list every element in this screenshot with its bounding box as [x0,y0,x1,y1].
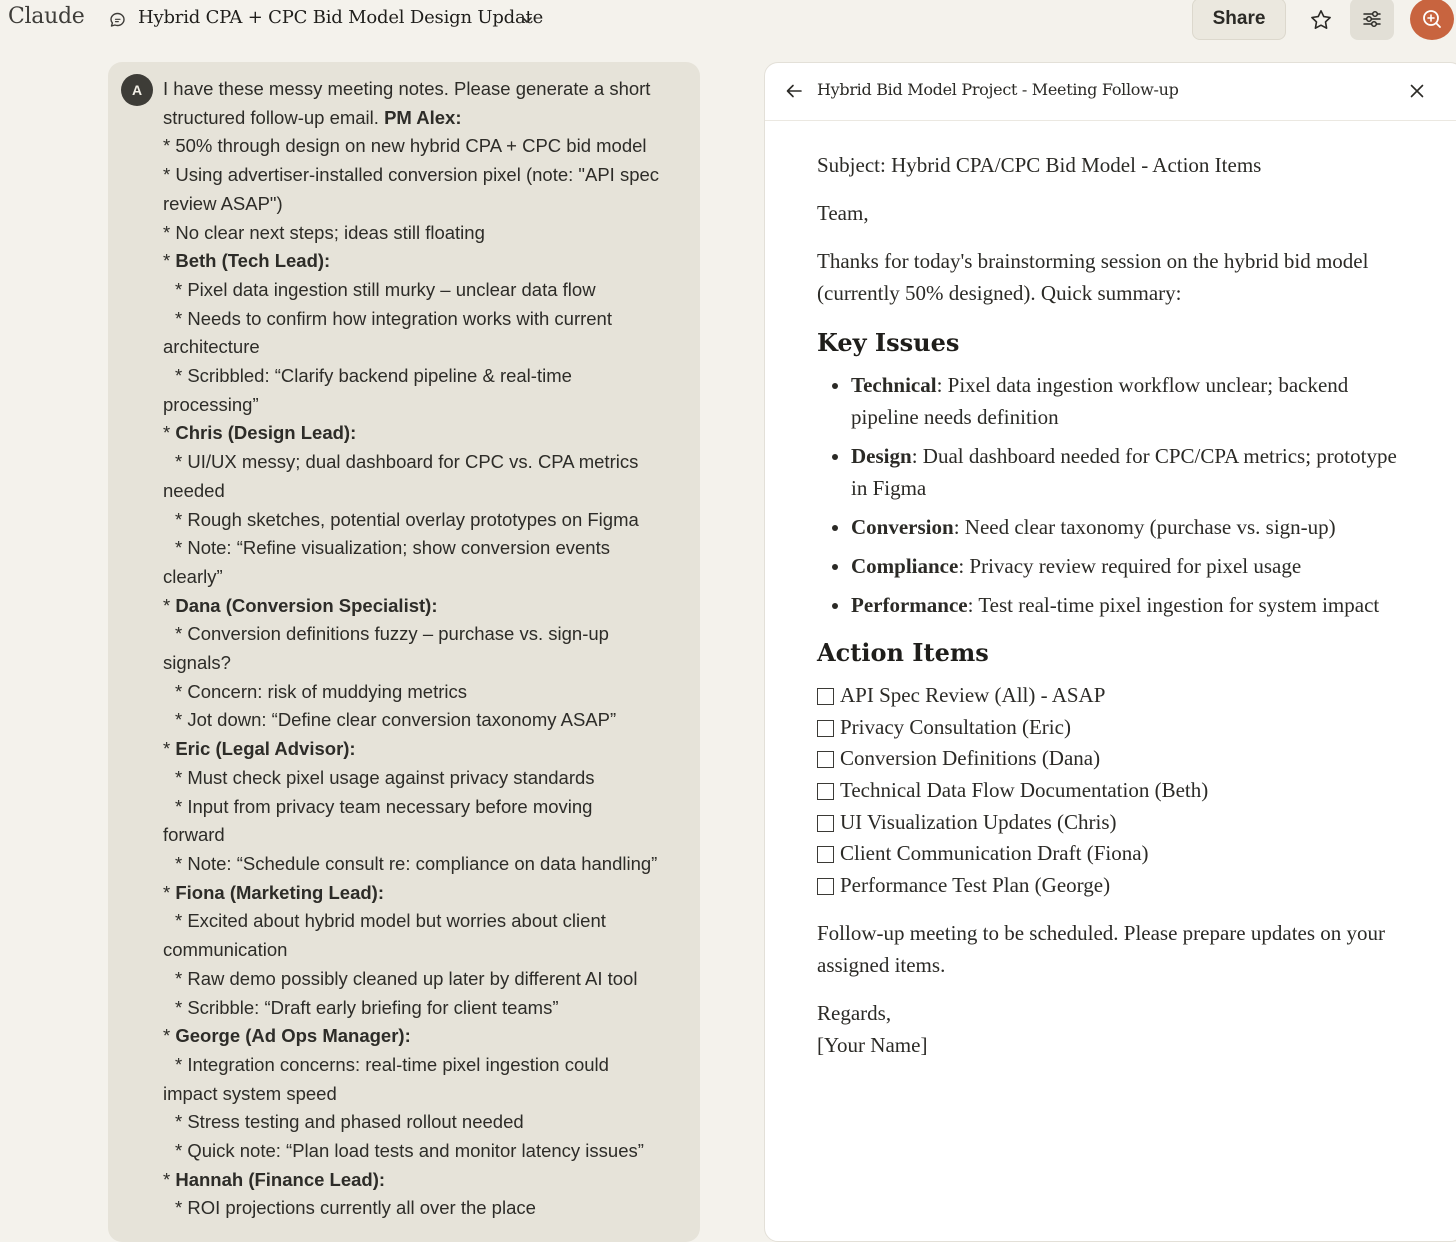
email-subject: Subject: Hybrid CPA/CPC Bid Model - Action Items [817,153,1262,177]
message-line-text: * ROI projections currently all over the place [175,1197,536,1219]
message-line-text: signals? [163,652,231,674]
message-line [163,132,683,161]
message-line-text: * Pixel data ingestion still murky – unclear data flow [175,278,596,300]
message-line [163,534,683,563]
message-line-text: structured follow-up email. [163,106,385,128]
message-line-text: * Excited about hybrid model but worries about client [175,910,606,932]
email-intro: Thanks for today's brainstorming session on the hybrid bid model (currently 50% designed). Quick summary: [817,249,1369,305]
message-line-text: * Must check pixel usage against privacy standards [175,766,595,788]
key-issue-text: : Need clear taxonomy (purchase vs. sign-up) [953,515,1336,539]
chat-bubbles-icon [108,10,128,30]
message-line-text: * Jot down: “Define clear conversion taxonomy ASAP” [175,709,617,731]
settings-button[interactable] [1350,0,1394,40]
message-line-text: * Scribbled: “Clarify backend pipeline & real-time [175,365,572,387]
checkbox[interactable] [817,878,834,895]
message-line-text: * Scribble: “Draft early briefing for client teams” [175,996,559,1018]
message-line [163,907,683,936]
message-line-text: * [163,881,176,903]
message-line-text: * [163,738,176,760]
user-message-text [163,75,683,1223]
message-line-bold: Chris (Design Lead): [175,422,357,444]
action-item-text: Conversion Definitions (Dana) [840,746,1101,771]
key-issues-list [817,369,1397,621]
message-line-bold: Eric (Legal Advisor): [175,738,356,760]
star-button[interactable] [1306,5,1336,35]
message-line [163,104,683,133]
message-line-text: review ASAP") [163,192,283,214]
message-line [163,1051,683,1080]
message-line-bold: PM Alex: [384,106,462,128]
brand-logo[interactable]: Claude [8,4,85,29]
message-line-text: * Conversion definitions fuzzy – purchase vs. sign-up [175,623,609,645]
message-line-text: architecture [163,336,260,358]
avatar-icon [1420,7,1444,31]
message-line [163,276,683,305]
key-issue-item [851,369,1397,433]
action-item [817,806,1397,838]
checkbox[interactable] [817,815,834,832]
share-button[interactable]: Share [1192,0,1286,40]
message-line-text: clearly” [163,565,223,587]
key-issue-item [851,589,1397,621]
message-line-text: * Using advertiser-installed conversion pixel (note: "API spec [163,164,660,186]
message-line-text: * [163,422,176,444]
key-issue-item [851,511,1397,543]
key-issue-text: : Dual dashboard needed for CPC/CPA metrics; prototype in Figma [851,444,1397,500]
action-item [817,774,1397,806]
message-line-text: * Quick note: “Plan load tests and monitor latency issues” [175,1140,644,1162]
action-item [817,742,1397,774]
key-issue-label: Technical [851,373,937,397]
email-closing: Regards, [817,1000,892,1025]
message-line [163,190,683,219]
action-item-text: Client Communication Draft (Fiona) [840,841,1149,866]
action-item-text: Privacy Consultation (Eric) [840,714,1071,739]
action-item-text: Performance Test Plan (George) [840,872,1111,897]
message-line [163,1108,683,1137]
message-line-text: communication [163,939,288,961]
message-line [163,735,683,764]
checkbox[interactable] [817,783,834,800]
key-issues-heading: Key Issues [817,328,960,357]
action-item-text: UI Visualization Updates (Chris) [840,809,1117,834]
checkbox[interactable] [817,720,834,737]
message-line [163,1137,683,1166]
action-item [817,679,1397,711]
message-line [163,678,683,707]
message-line-text: * UI/UX messy; dual dashboard for CPC vs. CPA metrics [175,451,639,473]
message-line-text: * Needs to confirm how integration works with current [175,307,612,329]
message-line-bold: Dana (Conversion Specialist): [175,594,438,616]
message-line-text: * Note: “Schedule consult re: compliance on data handling” [175,852,658,874]
message-line [163,994,683,1023]
message-line-text: * [163,594,176,616]
message-line-text: I have these messy meeting notes. Please generate a short [163,78,651,99]
message-line [163,1022,683,1051]
message-line-text: * Concern: risk of muddying metrics [175,680,467,702]
key-issue-text: : Test real-time pixel ingestion for system impact [967,593,1380,617]
key-issue-item [851,550,1397,582]
message-line [163,563,683,592]
message-line-text: * Note: “Refine visualization; show conversion events [175,537,610,559]
checkbox[interactable] [817,688,834,705]
message-line [163,362,683,391]
close-icon[interactable] [1408,82,1426,100]
key-issue-label: Conversion [851,515,954,539]
back-arrow-icon[interactable] [783,80,805,102]
message-line [163,764,683,793]
message-line [163,821,683,850]
message-line [163,391,683,420]
action-items-list [817,679,1397,901]
action-item-text: API Spec Review (All) - ASAP [840,682,1106,707]
action-item [817,711,1397,743]
message-line-text: impact system speed [163,1082,337,1104]
user-avatar-button[interactable] [1410,0,1454,40]
top-bar [0,0,1456,40]
message-line-text: forward [163,824,225,846]
message-line-text: * Integration concerns: real-time pixel ingestion could [175,1053,609,1075]
action-item-text: Technical Data Flow Documentation (Beth) [840,777,1209,802]
key-issue-label: Design [851,444,912,468]
message-line [163,219,683,248]
message-line-text: * [163,1025,176,1047]
message-line-bold: Hannah (Finance Lead): [175,1168,386,1190]
message-line-text: processing” [163,393,259,415]
key-issue-item [851,440,1397,504]
message-line [163,477,683,506]
action-items-heading: Action Items [817,638,989,667]
user-avatar: A [121,74,153,106]
key-issue-label: Performance [851,593,968,617]
message-line [163,419,683,448]
action-item [817,869,1397,901]
message-line [163,620,683,649]
message-line-bold: George (Ad Ops Manager): [175,1025,411,1047]
message-line [163,305,683,334]
message-line-bold: Fiona (Marketing Lead): [175,881,384,903]
message-line-text: * Rough sketches, potential overlay prototypes on Figma [175,508,639,530]
message-line-text: * Input from privacy team necessary before moving [175,795,593,817]
message-line [163,649,683,678]
message-line [163,506,683,535]
chevron-down-icon[interactable] [520,13,534,27]
message-line-text: needed [163,479,225,501]
message-line-text: * Raw demo possibly cleaned up later by different AI tool [175,967,638,989]
message-line [163,965,683,994]
email-body [817,149,1397,1061]
message-line [163,592,683,621]
message-line [163,850,683,879]
message-line [163,448,683,477]
email-signature: [Your Name] [817,1032,928,1057]
message-line-text: * No clear next steps; ideas still floating [163,221,485,243]
message-line-text: * [163,1168,176,1190]
message-line [163,75,683,104]
action-item [817,837,1397,869]
message-line-bold: Beth (Tech Lead): [175,250,331,272]
message-line [163,161,683,190]
message-line [163,1080,683,1109]
message-line [163,879,683,908]
checkbox[interactable] [817,751,834,768]
message-line [163,706,683,735]
email-greeting: Team, [817,201,869,225]
checkbox[interactable] [817,846,834,863]
message-line [163,1166,683,1195]
message-line-text: * [163,250,176,272]
star-icon [1309,8,1333,32]
message-line [163,1194,683,1223]
chat-title[interactable]: Hybrid CPA + CPC Bid Model Design Update [138,7,544,28]
sliders-icon [1361,8,1383,30]
artifact-title: Hybrid Bid Model Project - Meeting Follow-up [817,80,1179,99]
key-issue-text: : Privacy review required for pixel usage [958,554,1302,578]
artifact-header [765,63,1456,121]
artifact-panel [764,62,1456,1242]
key-issue-label: Compliance [851,554,959,578]
email-followup: Follow-up meeting to be scheduled. Please prepare updates on your assigned items. [817,920,1386,977]
message-line [163,793,683,822]
message-line [163,333,683,362]
key-issue-text: : Pixel data ingestion workflow unclear; backend pipeline needs definition [851,373,1349,429]
message-line-text: * 50% through design on new hybrid CPA + CPC bid model [163,135,647,157]
message-line [163,247,683,276]
message-line-text: * Stress testing and phased rollout needed [175,1111,524,1133]
message-line [163,936,683,965]
